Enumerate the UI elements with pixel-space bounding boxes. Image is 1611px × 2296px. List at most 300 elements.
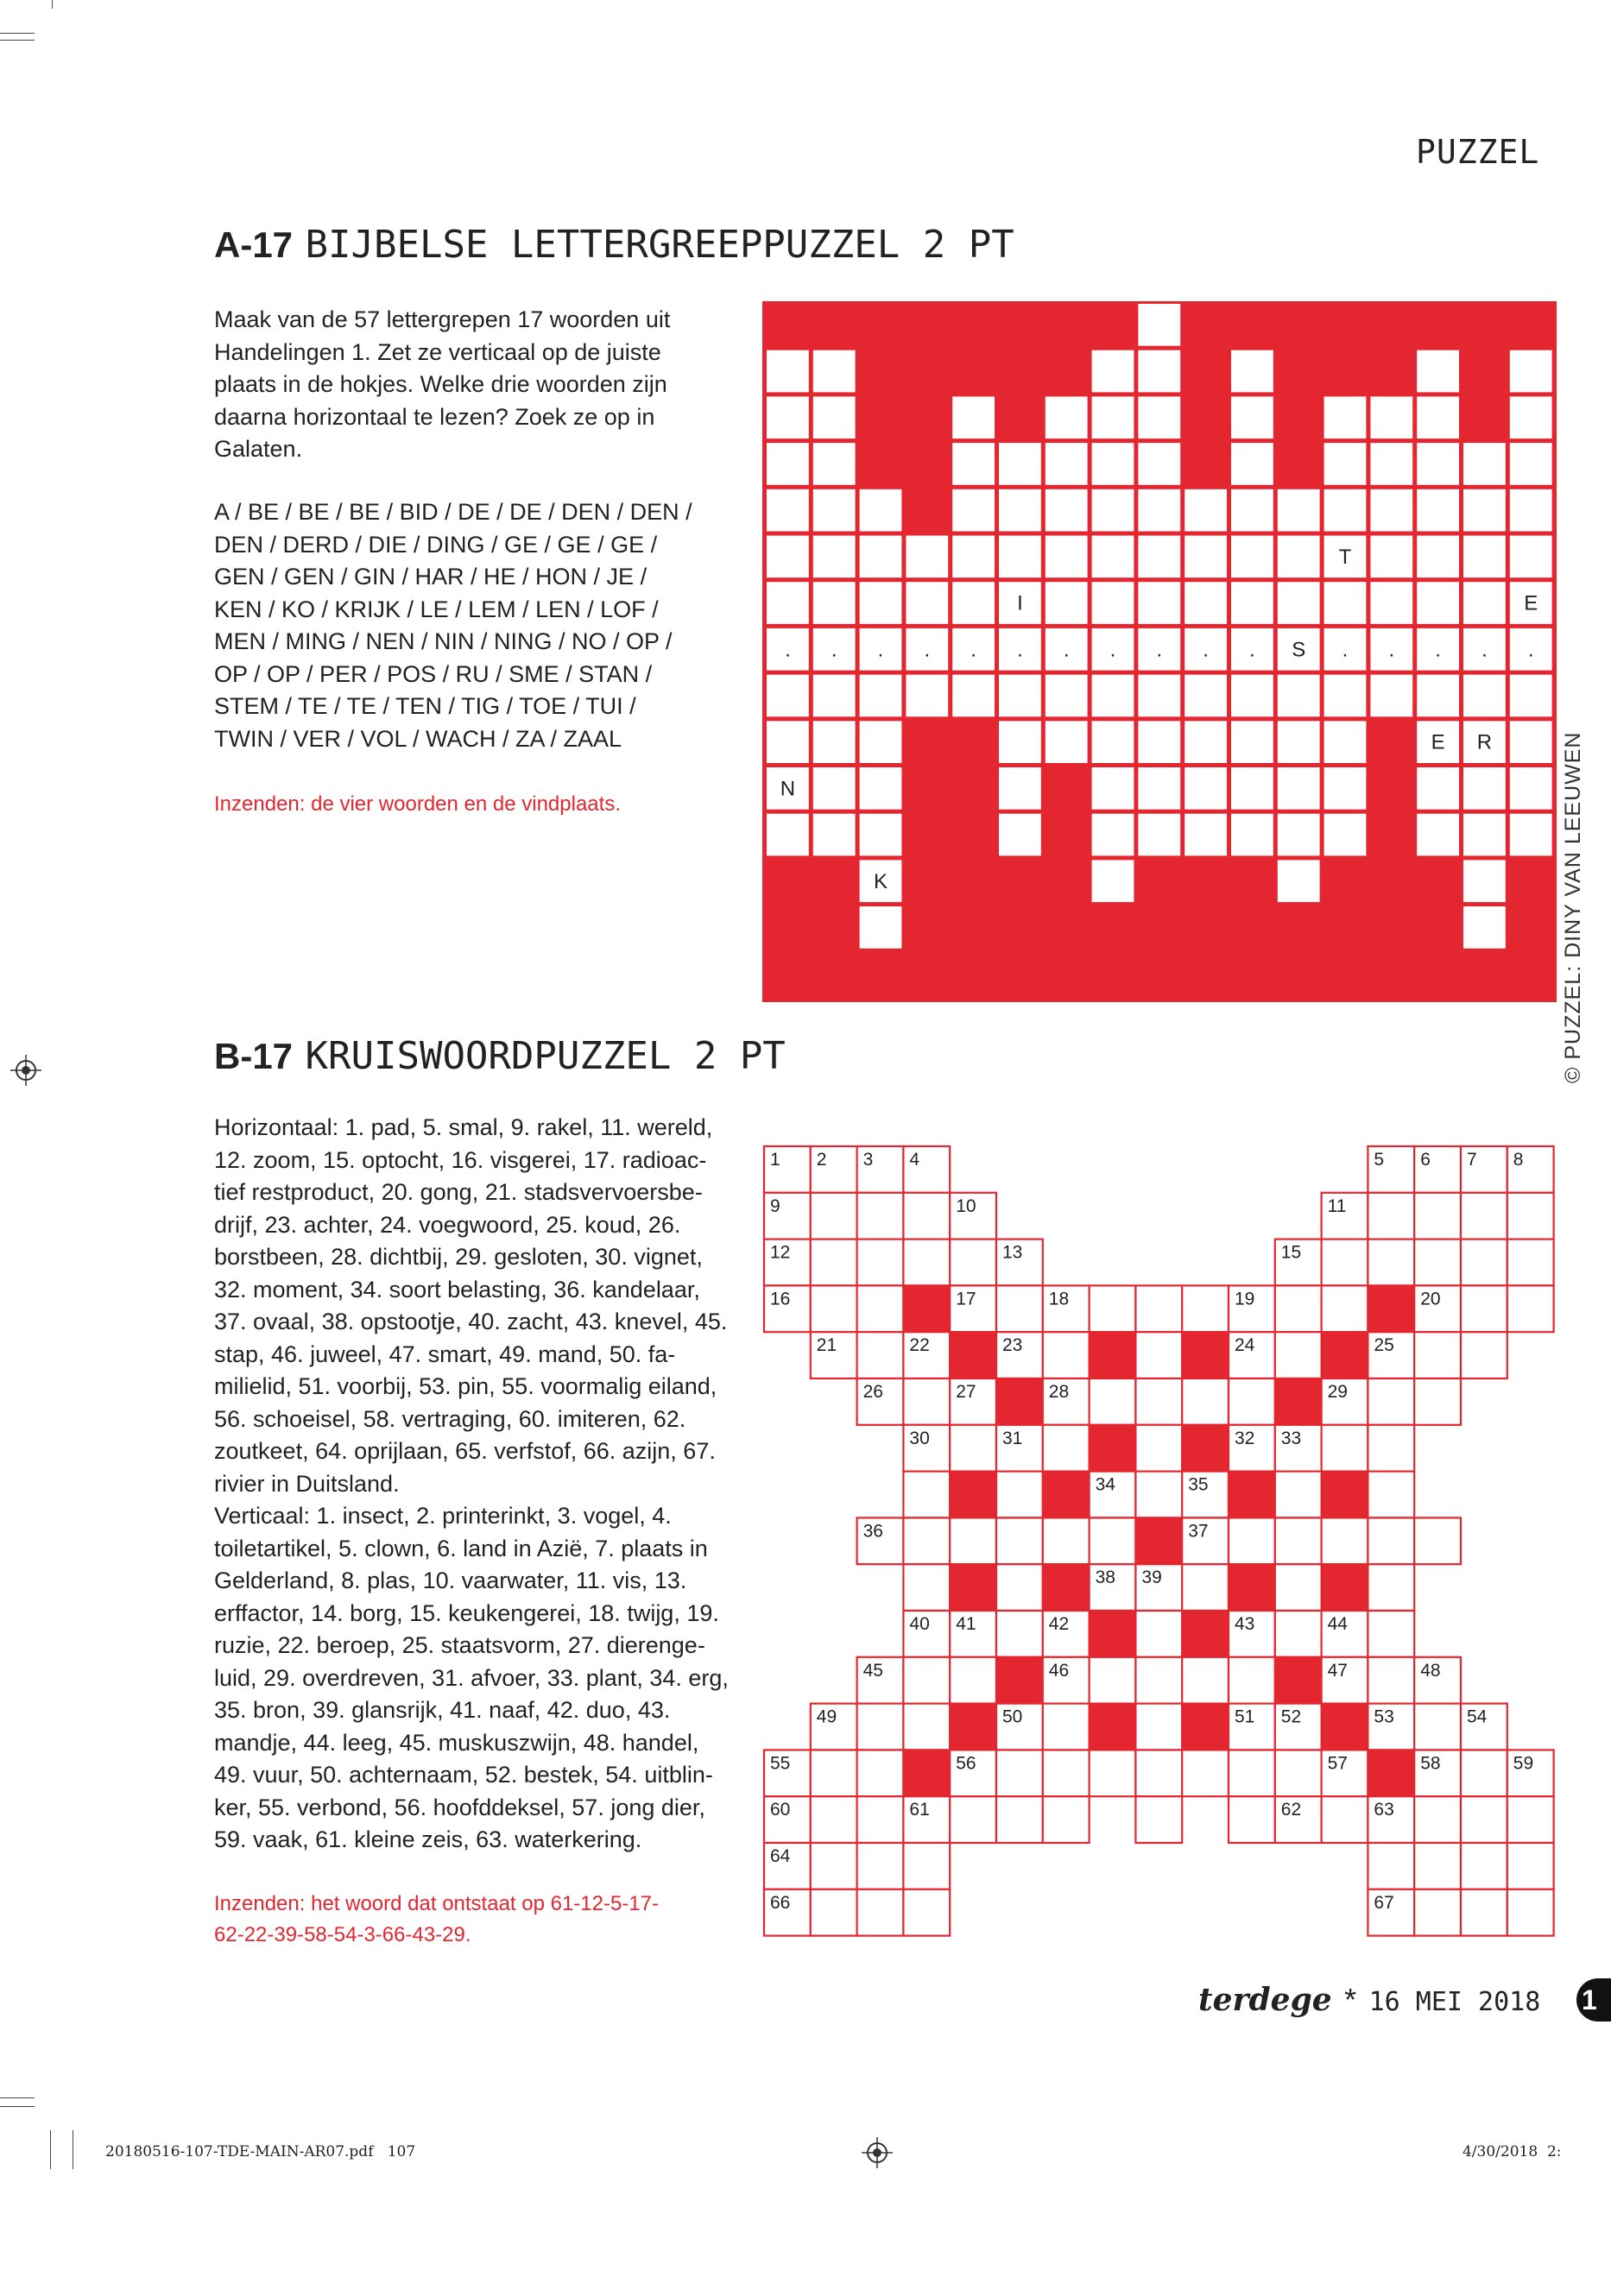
grid-a-cell[interactable]	[1046, 628, 1088, 671]
grid-a-cell[interactable]	[860, 582, 902, 624]
crossword-cell[interactable]	[903, 1146, 950, 1193]
crossword-cell[interactable]	[1043, 1332, 1090, 1378]
crossword-cell[interactable]	[857, 1517, 904, 1564]
grid-a-cell[interactable]	[999, 489, 1041, 532]
crossword-cell[interactable]	[1368, 1239, 1414, 1286]
grid-a-cell[interactable]	[1463, 721, 1506, 763]
crossword-cell[interactable]	[1275, 1285, 1322, 1332]
crossword-cell[interactable]	[1229, 1750, 1275, 1796]
grid-a-cell[interactable]	[1510, 814, 1552, 856]
grid-a-cell[interactable]	[767, 721, 809, 763]
crossword-cell[interactable]	[857, 1657, 904, 1704]
grid-a-cell[interactable]	[1370, 396, 1412, 438]
grid-a-cell[interactable]	[1185, 721, 1227, 763]
crossword-cell[interactable]	[1043, 1657, 1090, 1704]
crossword-cell[interactable]	[1507, 1146, 1554, 1193]
grid-a-cell[interactable]	[1278, 536, 1320, 578]
crossword-cell[interactable]	[1322, 1285, 1368, 1332]
crossword-cell[interactable]	[1507, 1193, 1554, 1239]
crossword-cell[interactable]	[903, 1425, 950, 1472]
crossword-cell[interactable]	[903, 1378, 950, 1425]
grid-a-cell[interactable]	[1138, 582, 1180, 624]
crossword-cell[interactable]	[1275, 1750, 1322, 1796]
crossword-cell[interactable]	[764, 1796, 811, 1843]
crossword-cell[interactable]	[857, 1146, 904, 1193]
grid-a-cell[interactable]	[1370, 582, 1412, 624]
crossword-cell[interactable]	[1368, 1146, 1414, 1193]
crossword-cell[interactable]	[1090, 1378, 1136, 1425]
crossword-cell[interactable]	[1368, 1378, 1414, 1425]
crossword-cell[interactable]	[996, 1750, 1043, 1796]
grid-a-cell[interactable]	[1370, 489, 1412, 532]
crossword-cell[interactable]	[811, 1285, 857, 1332]
grid-a-cell[interactable]	[952, 675, 995, 717]
crossword-cell[interactable]	[811, 1704, 857, 1750]
grid-a-cell[interactable]	[1510, 350, 1552, 393]
grid-a-cell[interactable]	[1324, 489, 1367, 532]
crossword-cell[interactable]	[1322, 1796, 1368, 1843]
grid-a-cell[interactable]	[1324, 396, 1367, 438]
crossword-cell[interactable]	[1461, 1750, 1507, 1796]
crossword-cell[interactable]	[1507, 1889, 1554, 1936]
crossword-cell[interactable]	[1135, 1425, 1182, 1472]
grid-a-cell[interactable]	[1138, 350, 1180, 393]
grid-a-cell[interactable]	[999, 675, 1041, 717]
crossword-cell[interactable]	[1043, 1704, 1090, 1750]
grid-a-cell[interactable]	[952, 489, 995, 532]
grid-a-cell[interactable]	[1231, 675, 1273, 717]
grid-a-cell[interactable]	[1185, 814, 1227, 856]
grid-a-cell[interactable]	[952, 396, 995, 438]
crossword-cell[interactable]	[764, 1889, 811, 1936]
grid-a-cell[interactable]	[1138, 443, 1180, 485]
crossword-cell[interactable]	[1414, 1843, 1461, 1889]
grid-a-cell[interactable]	[1138, 721, 1180, 763]
grid-a-cell[interactable]	[1417, 443, 1459, 485]
crossword-cell[interactable]	[1322, 1193, 1368, 1239]
grid-a-cell[interactable]	[1417, 536, 1459, 578]
crossword-cell[interactable]	[1135, 1285, 1182, 1332]
grid-a-cell[interactable]	[1278, 721, 1320, 763]
crossword-cell[interactable]	[811, 1843, 857, 1889]
grid-a-cell[interactable]	[1417, 396, 1459, 438]
crossword-cell[interactable]	[950, 1378, 996, 1425]
crossword-cell[interactable]	[1461, 1796, 1507, 1843]
crossword-cell[interactable]	[1322, 1657, 1368, 1704]
grid-a-cell[interactable]	[1092, 814, 1134, 856]
crossword-cell[interactable]	[903, 1704, 950, 1750]
grid-a-cell[interactable]	[860, 814, 902, 856]
grid-a-cell[interactable]	[952, 628, 995, 671]
crossword-cell[interactable]	[903, 1193, 950, 1239]
grid-a-cell[interactable]	[952, 582, 995, 624]
crossword-cell[interactable]	[1414, 1889, 1461, 1936]
crossword-cell[interactable]	[1135, 1611, 1182, 1657]
crossword-cell[interactable]	[1090, 1657, 1136, 1704]
grid-a-cell[interactable]	[1185, 628, 1227, 671]
crossword-cell[interactable]	[1090, 1285, 1136, 1332]
crossword-cell[interactable]	[950, 1239, 996, 1286]
grid-a-cell[interactable]	[1231, 489, 1273, 532]
grid-a-cell[interactable]	[813, 350, 856, 393]
grid-a-cell[interactable]	[1046, 536, 1088, 578]
crossword-cell[interactable]	[903, 1843, 950, 1889]
crossword-cell[interactable]	[1182, 1285, 1229, 1332]
crossword-cell[interactable]	[1322, 1425, 1368, 1472]
grid-a-cell[interactable]	[1046, 675, 1088, 717]
crossword-cell[interactable]	[1043, 1425, 1090, 1472]
grid-a-cell[interactable]	[813, 721, 856, 763]
grid-a-cell[interactable]	[1046, 721, 1088, 763]
crossword-cell[interactable]	[1182, 1564, 1229, 1611]
crossword-cell[interactable]	[996, 1611, 1043, 1657]
crossword-cell[interactable]	[1507, 1239, 1554, 1286]
grid-a-cell[interactable]	[860, 906, 902, 949]
grid-a-cell[interactable]	[813, 675, 856, 717]
grid-a-cell[interactable]	[1510, 582, 1552, 624]
crossword-cell[interactable]	[1229, 1517, 1275, 1564]
grid-a-cell[interactable]	[999, 767, 1041, 810]
crossword-cell[interactable]	[1368, 1889, 1414, 1936]
crossword-cell[interactable]	[764, 1843, 811, 1889]
crossword-cell[interactable]	[996, 1285, 1043, 1332]
crossword-cell[interactable]	[764, 1193, 811, 1239]
grid-a-cell[interactable]	[1510, 396, 1552, 438]
crossword-cell[interactable]	[1368, 1657, 1414, 1704]
crossword-cell[interactable]	[1135, 1657, 1182, 1704]
grid-a-cell[interactable]	[860, 721, 902, 763]
crossword-cell[interactable]	[1461, 1285, 1507, 1332]
crossword-cell[interactable]	[857, 1285, 904, 1332]
crossword-cell[interactable]	[857, 1796, 904, 1843]
crossword-cell[interactable]	[1229, 1285, 1275, 1332]
grid-a-cell[interactable]	[767, 489, 809, 532]
crossword-cell[interactable]	[903, 1611, 950, 1657]
crossword-cell[interactable]	[996, 1564, 1043, 1611]
crossword-cell[interactable]	[811, 1193, 857, 1239]
grid-a-cell[interactable]	[906, 536, 948, 578]
grid-a-cell[interactable]	[1278, 489, 1320, 532]
grid-a-cell[interactable]	[952, 536, 995, 578]
grid-a-cell[interactable]	[1463, 628, 1506, 671]
crossword-cell[interactable]	[1322, 1611, 1368, 1657]
grid-a-cell[interactable]	[813, 536, 856, 578]
grid-a-cell[interactable]	[1138, 489, 1180, 532]
grid-a-cell[interactable]	[1510, 489, 1552, 532]
grid-a-cell[interactable]	[1092, 536, 1134, 578]
crossword-cell[interactable]	[950, 1750, 996, 1796]
grid-a-cell[interactable]	[860, 628, 902, 671]
grid-a-cell[interactable]	[767, 675, 809, 717]
crossword-cell[interactable]	[1275, 1611, 1322, 1657]
grid-a-cell[interactable]	[1463, 860, 1506, 902]
crossword-cell[interactable]	[1135, 1796, 1182, 1843]
grid-a-cell[interactable]	[1510, 767, 1552, 810]
grid-a-cell[interactable]	[1463, 814, 1506, 856]
grid-a-cell[interactable]	[1092, 396, 1134, 438]
grid-a-cell[interactable]	[860, 675, 902, 717]
crossword-cell[interactable]	[1275, 1472, 1322, 1518]
crossword-cell[interactable]	[996, 1239, 1043, 1286]
crossword-cell[interactable]	[857, 1239, 904, 1286]
grid-a-cell[interactable]	[1092, 443, 1134, 485]
crossword-cell[interactable]	[1461, 1332, 1507, 1378]
grid-a-cell[interactable]	[1510, 675, 1552, 717]
grid-a-cell[interactable]	[1417, 675, 1459, 717]
grid-a-cell[interactable]	[1138, 628, 1180, 671]
crossword-cell[interactable]	[1368, 1564, 1414, 1611]
grid-a-cell[interactable]	[1231, 814, 1273, 856]
crossword-cell[interactable]	[811, 1750, 857, 1796]
crossword-cell[interactable]	[1414, 1285, 1461, 1332]
grid-a-cell[interactable]	[999, 814, 1041, 856]
grid-a-cell[interactable]	[860, 489, 902, 532]
grid-a-cell[interactable]	[1370, 536, 1412, 578]
grid-a-cell[interactable]	[1370, 675, 1412, 717]
grid-a-cell[interactable]	[1231, 721, 1273, 763]
grid-a-cell[interactable]	[1231, 396, 1273, 438]
crossword-cell[interactable]	[1507, 1843, 1554, 1889]
grid-a-cell[interactable]	[1463, 675, 1506, 717]
grid-a-cell[interactable]	[1278, 767, 1320, 810]
crossword-cell[interactable]	[903, 1517, 950, 1564]
crossword-cell[interactable]	[1507, 1796, 1554, 1843]
grid-a-cell[interactable]	[767, 582, 809, 624]
grid-a-cell[interactable]	[999, 582, 1041, 624]
grid-a-cell[interactable]	[1324, 443, 1367, 485]
crossword-cell[interactable]	[1507, 1750, 1554, 1796]
grid-a-cell[interactable]	[813, 443, 856, 485]
crossword-cell[interactable]	[1182, 1750, 1229, 1796]
crossword-cell[interactable]	[1229, 1657, 1275, 1704]
crossword-cell[interactable]	[1135, 1564, 1182, 1611]
grid-a-cell[interactable]	[1463, 767, 1506, 810]
crossword-cell[interactable]	[1414, 1378, 1461, 1425]
grid-a-cell[interactable]	[1046, 443, 1088, 485]
grid-a-cell[interactable]	[1324, 721, 1367, 763]
grid-a-cell[interactable]	[1092, 860, 1134, 902]
crossword-cell[interactable]	[1461, 1843, 1507, 1889]
crossword-cell[interactable]	[950, 1517, 996, 1564]
crossword-cell[interactable]	[1461, 1704, 1507, 1750]
grid-a-cell[interactable]	[1417, 489, 1459, 532]
crossword-cell[interactable]	[1461, 1239, 1507, 1286]
crossword-cell[interactable]	[1368, 1472, 1414, 1518]
crossword-cell[interactable]	[950, 1657, 996, 1704]
grid-a-cell[interactable]	[1231, 443, 1273, 485]
crossword-cell[interactable]	[996, 1472, 1043, 1518]
crossword-cell[interactable]	[1414, 1750, 1461, 1796]
crossword-cell[interactable]	[811, 1332, 857, 1378]
grid-a-cell[interactable]	[1370, 443, 1412, 485]
grid-a-cell[interactable]	[813, 582, 856, 624]
grid-a-cell[interactable]	[1046, 396, 1088, 438]
grid-a-cell[interactable]	[1185, 582, 1227, 624]
crossword-cell[interactable]	[1414, 1796, 1461, 1843]
crossword-cell[interactable]	[996, 1425, 1043, 1472]
crossword-cell[interactable]	[1414, 1193, 1461, 1239]
crossword-cell[interactable]	[1507, 1285, 1554, 1332]
crossword-cell[interactable]	[996, 1517, 1043, 1564]
grid-a-cell[interactable]	[860, 767, 902, 810]
crossword-cell[interactable]	[1275, 1517, 1322, 1564]
crossword-cell[interactable]	[1322, 1378, 1368, 1425]
grid-a-cell[interactable]	[1324, 675, 1367, 717]
crossword-cell[interactable]	[1229, 1378, 1275, 1425]
crossword-cell[interactable]	[1135, 1750, 1182, 1796]
crossword-cell[interactable]	[903, 1332, 950, 1378]
crossword-cell[interactable]	[1182, 1472, 1229, 1518]
grid-a-cell[interactable]	[1231, 628, 1273, 671]
crossword-cell[interactable]	[1368, 1517, 1414, 1564]
crossword-cell[interactable]	[1229, 1611, 1275, 1657]
grid-a-cell[interactable]	[1278, 582, 1320, 624]
grid-a-cell[interactable]	[1231, 536, 1273, 578]
grid-a-cell[interactable]	[999, 628, 1041, 671]
grid-a-cell[interactable]	[1278, 814, 1320, 856]
crossword-cell[interactable]	[903, 1889, 950, 1936]
crossword-cell[interactable]	[1275, 1796, 1322, 1843]
grid-a-cell[interactable]	[1185, 536, 1227, 578]
grid-a-cell[interactable]	[1324, 536, 1367, 578]
grid-a-cell[interactable]	[767, 814, 809, 856]
grid-a-cell[interactable]	[813, 489, 856, 532]
crossword-cell[interactable]	[903, 1796, 950, 1843]
grid-a-cell[interactable]	[1046, 582, 1088, 624]
crossword-cell[interactable]	[996, 1796, 1043, 1843]
grid-a-cell[interactable]	[1510, 536, 1552, 578]
grid-a-cell[interactable]	[1138, 304, 1180, 346]
grid-a-cell[interactable]	[1092, 675, 1134, 717]
crossword-cell[interactable]	[857, 1750, 904, 1796]
crossword-cell[interactable]	[1229, 1332, 1275, 1378]
crossword-cell[interactable]	[950, 1796, 996, 1843]
grid-a-cell[interactable]	[1185, 489, 1227, 532]
crossword-cell[interactable]	[1182, 1657, 1229, 1704]
crossword-cell[interactable]	[903, 1657, 950, 1704]
grid-a-cell[interactable]	[999, 536, 1041, 578]
grid-a-cell[interactable]	[999, 443, 1041, 485]
crossword-cell[interactable]	[857, 1704, 904, 1750]
crossword-cell[interactable]	[1414, 1239, 1461, 1286]
grid-a-cell[interactable]	[1417, 628, 1459, 671]
crossword-cell[interactable]	[1090, 1472, 1136, 1518]
grid-a-cell[interactable]	[767, 396, 809, 438]
crossword-cell[interactable]	[1322, 1517, 1368, 1564]
grid-a-cell[interactable]	[906, 582, 948, 624]
grid-a-cell[interactable]	[1510, 443, 1552, 485]
grid-a-cell[interactable]	[1046, 489, 1088, 532]
crossword-cell[interactable]	[857, 1378, 904, 1425]
crossword-cell[interactable]	[1043, 1378, 1090, 1425]
grid-a-cell[interactable]	[1417, 721, 1459, 763]
crossword-cell[interactable]	[903, 1564, 950, 1611]
grid-a-cell[interactable]	[1138, 536, 1180, 578]
grid-a-cell[interactable]	[1278, 628, 1320, 671]
grid-a-cell[interactable]	[906, 628, 948, 671]
grid-a-cell[interactable]	[1278, 860, 1320, 902]
crossword-cell[interactable]	[1043, 1611, 1090, 1657]
grid-a-cell[interactable]	[860, 536, 902, 578]
crossword-cell[interactable]	[903, 1472, 950, 1518]
crossword-cell[interactable]	[811, 1239, 857, 1286]
crossword-cell[interactable]	[811, 1889, 857, 1936]
grid-a-cell[interactable]	[1417, 814, 1459, 856]
grid-a-cell[interactable]	[1463, 582, 1506, 624]
crossword-cell[interactable]	[1461, 1146, 1507, 1193]
crossword-cell[interactable]	[950, 1425, 996, 1472]
grid-a-cell[interactable]	[1417, 767, 1459, 810]
crossword-cell[interactable]	[857, 1843, 904, 1889]
grid-a-cell[interactable]	[1231, 582, 1273, 624]
grid-a-cell[interactable]	[1138, 675, 1180, 717]
crossword-cell[interactable]	[1414, 1657, 1461, 1704]
crossword-cell[interactable]	[1043, 1750, 1090, 1796]
grid-a-cell[interactable]	[1324, 628, 1367, 671]
crossword-cell[interactable]	[1414, 1146, 1461, 1193]
crossword-cell[interactable]	[950, 1611, 996, 1657]
crossword-cell[interactable]	[857, 1193, 904, 1239]
crossword-cell[interactable]	[1090, 1750, 1136, 1796]
grid-a-cell[interactable]	[767, 350, 809, 393]
grid-a-cell[interactable]	[1138, 396, 1180, 438]
grid-a-cell[interactable]	[1185, 675, 1227, 717]
grid-a-cell[interactable]	[767, 767, 809, 810]
grid-a-cell[interactable]	[1463, 906, 1506, 949]
crossword-cell[interactable]	[764, 1239, 811, 1286]
crossword-cell[interactable]	[1275, 1239, 1322, 1286]
crossword-cell[interactable]	[1322, 1750, 1368, 1796]
crossword-cell[interactable]	[1182, 1517, 1229, 1564]
grid-a-cell[interactable]	[767, 536, 809, 578]
crossword-cell[interactable]	[764, 1750, 811, 1796]
crossword-cell[interactable]	[1414, 1332, 1461, 1378]
crossword-cell[interactable]	[1461, 1889, 1507, 1936]
grid-a-cell[interactable]	[860, 860, 902, 902]
crossword-cell[interactable]	[996, 1704, 1043, 1750]
crossword-cell[interactable]	[1414, 1517, 1461, 1564]
crossword-cell[interactable]	[1414, 1704, 1461, 1750]
crossword-cell[interactable]	[1135, 1472, 1182, 1518]
grid-a-cell[interactable]	[1092, 350, 1134, 393]
crossword-cell[interactable]	[811, 1146, 857, 1193]
crossword-cell[interactable]	[950, 1193, 996, 1239]
grid-a-cell[interactable]	[1417, 350, 1459, 393]
grid-a-cell[interactable]	[813, 814, 856, 856]
grid-a-cell[interactable]	[813, 767, 856, 810]
crossword-cell[interactable]	[1229, 1704, 1275, 1750]
grid-a-cell[interactable]	[1185, 767, 1227, 810]
crossword-cell[interactable]	[1135, 1332, 1182, 1378]
crossword-cell[interactable]	[1368, 1704, 1414, 1750]
grid-a-cell[interactable]	[1092, 721, 1134, 763]
crossword-cell[interactable]	[1275, 1564, 1322, 1611]
grid-a-cell[interactable]	[1138, 814, 1180, 856]
grid-a-cell[interactable]	[1370, 628, 1412, 671]
crossword-cell[interactable]	[1135, 1704, 1182, 1750]
crossword-cell[interactable]	[1229, 1796, 1275, 1843]
grid-a-cell[interactable]	[1324, 767, 1367, 810]
crossword-cell[interactable]	[1368, 1425, 1414, 1472]
grid-a-cell[interactable]	[1092, 767, 1134, 810]
crossword-cell[interactable]	[903, 1239, 950, 1286]
crossword-cell[interactable]	[811, 1796, 857, 1843]
grid-a-cell[interactable]	[1417, 582, 1459, 624]
grid-a-cell[interactable]	[1324, 814, 1367, 856]
grid-a-cell[interactable]	[767, 628, 809, 671]
crossword-cell[interactable]	[1368, 1796, 1414, 1843]
grid-a-cell[interactable]	[1092, 582, 1134, 624]
